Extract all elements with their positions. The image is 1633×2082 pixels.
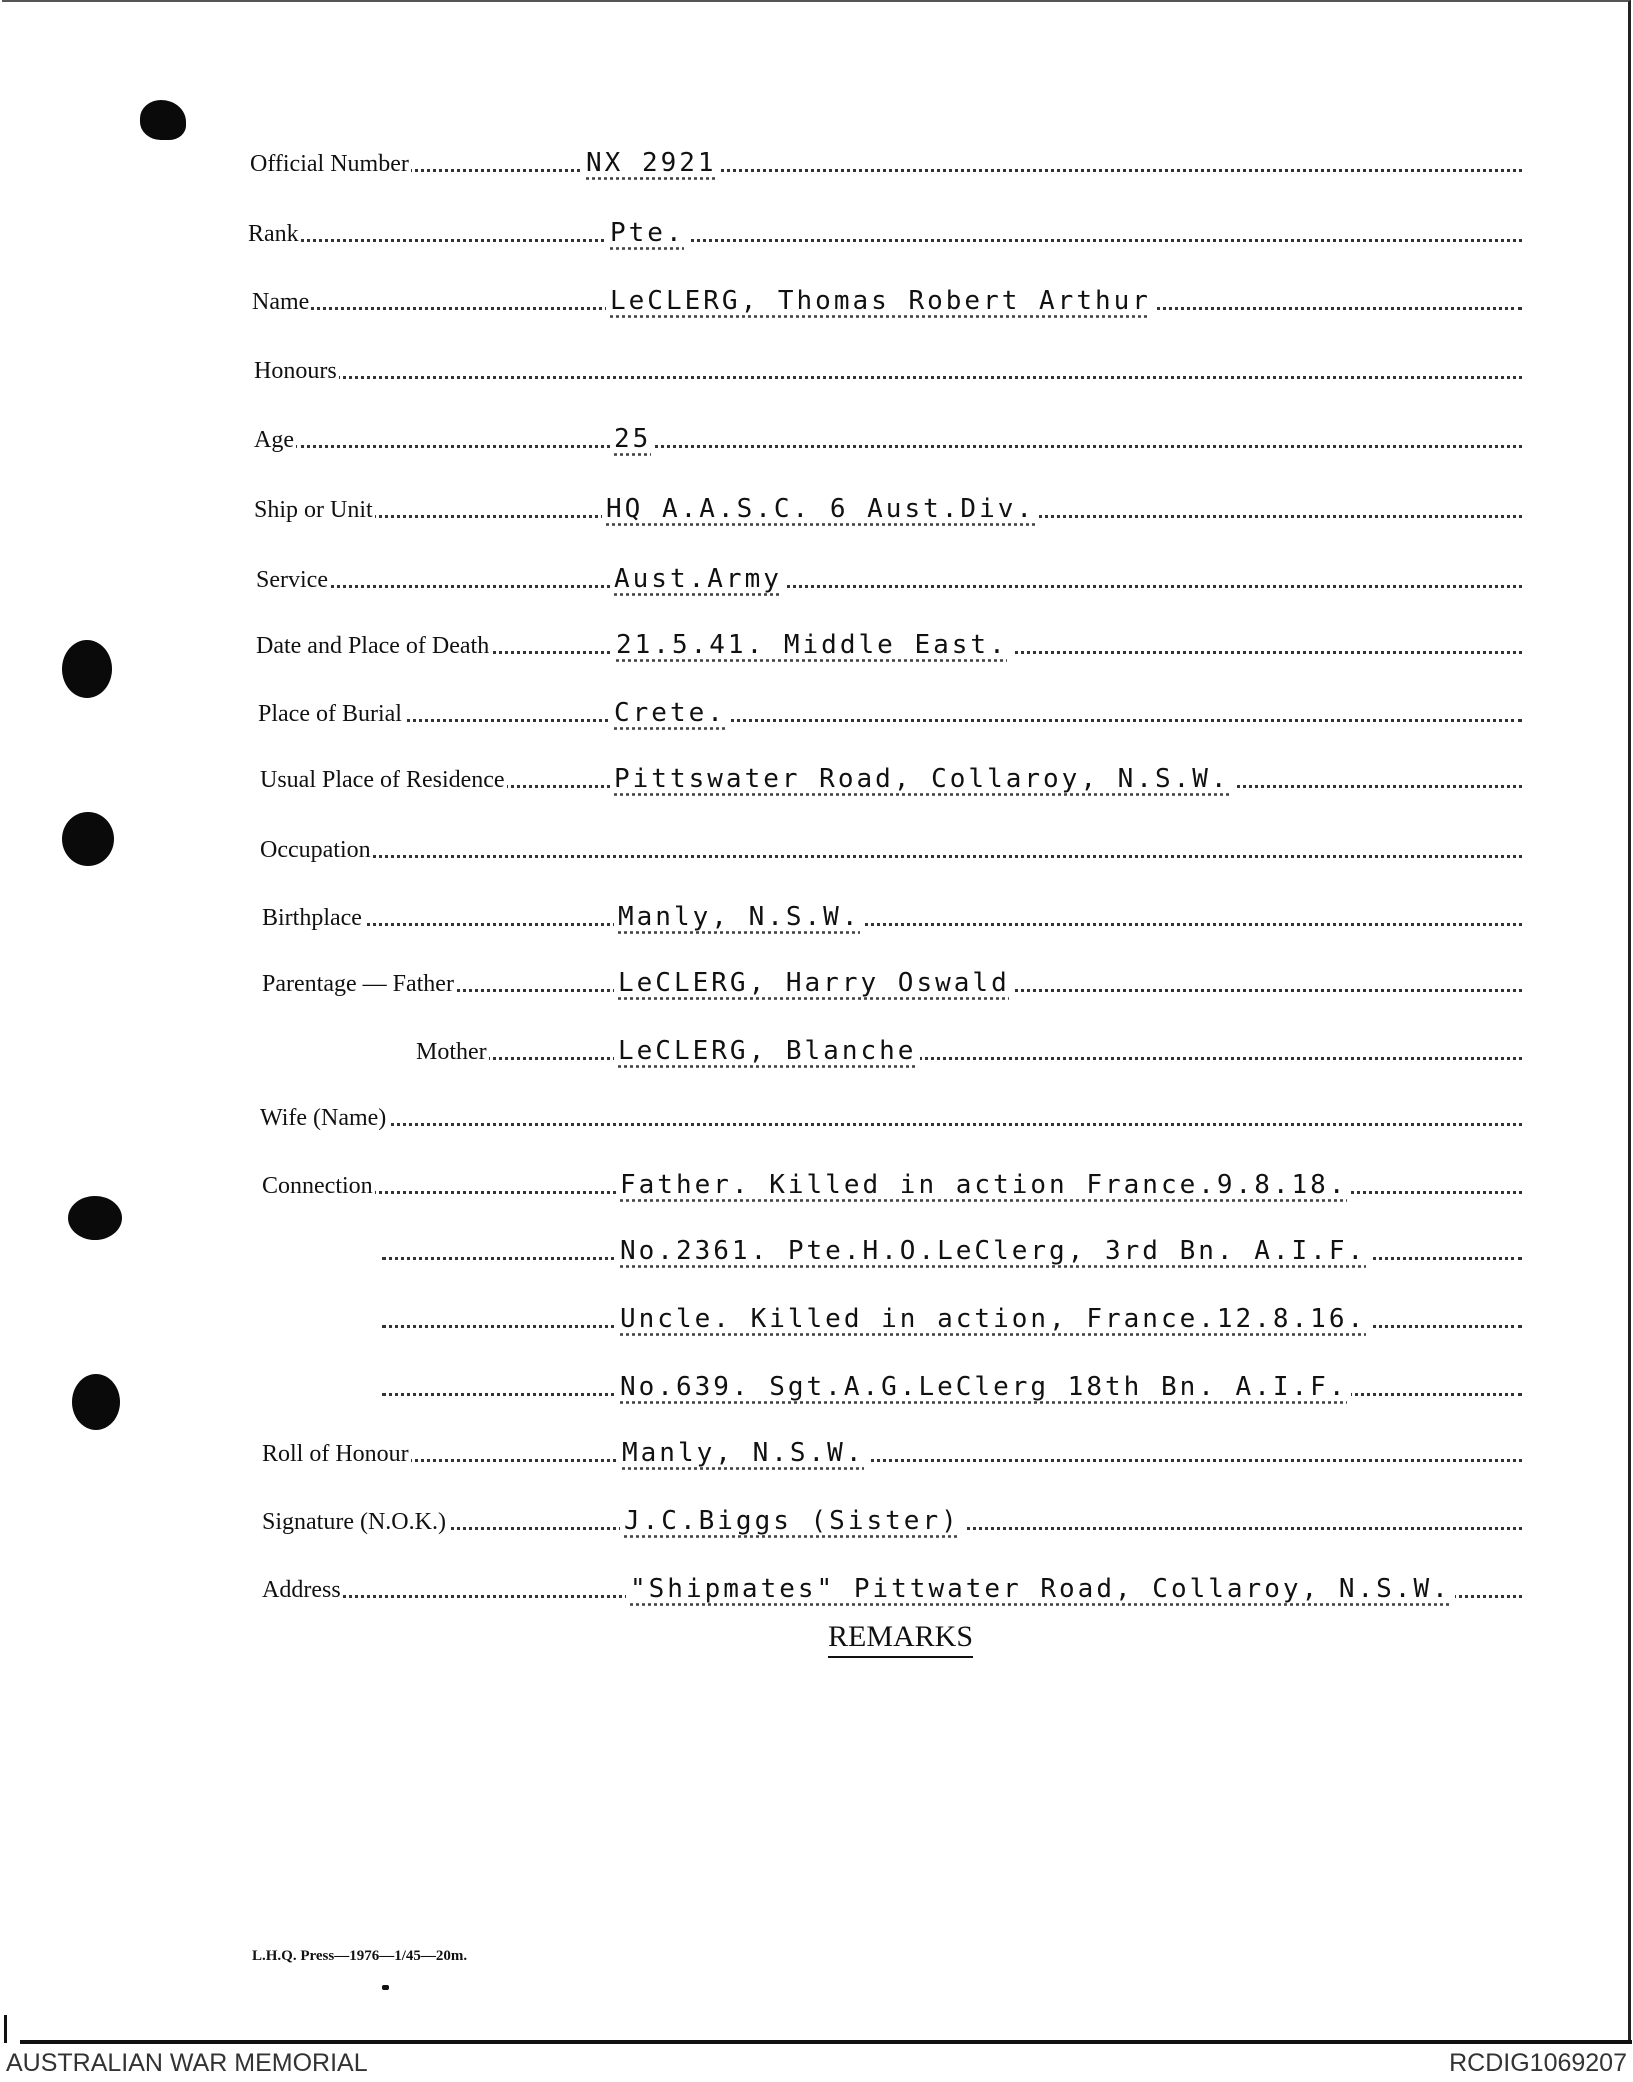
field-label: Roll of Honour xyxy=(262,1441,409,1467)
field-row xyxy=(0,756,1633,796)
field-row xyxy=(0,140,1633,180)
field-label: Age xyxy=(254,427,294,453)
field-value: Manly, N.S.W. xyxy=(618,1440,869,1466)
field-value: Father. Killed in action France.9.8.18. xyxy=(616,1172,1351,1198)
field-row xyxy=(0,416,1633,456)
field-row xyxy=(0,1094,1633,1134)
field-label: Parentage — Father xyxy=(262,971,454,997)
field-row xyxy=(0,347,1633,387)
field-label: Name xyxy=(252,289,310,315)
field-row xyxy=(0,826,1633,866)
field-row xyxy=(0,556,1633,596)
field-row xyxy=(0,622,1633,662)
field-label: Occupation xyxy=(260,837,371,863)
dotted-line xyxy=(302,1459,1522,1462)
footer-institution: AUSTRALIAN WAR MEMORIAL xyxy=(6,2049,368,2077)
field-value: HQ A.A.S.C. 6 Aust.Div. xyxy=(602,496,1039,522)
punch-hole-top xyxy=(140,100,186,140)
field-label: Place of Burial xyxy=(258,701,402,727)
field-value: LeCLERG, Blanche xyxy=(614,1038,920,1064)
field-value: No.639. Sgt.A.G.LeClerg 18th Bn. A.I.F. xyxy=(616,1374,1351,1400)
bottom-rule xyxy=(20,2040,1632,2044)
field-row xyxy=(0,1162,1633,1202)
dotted-line xyxy=(296,585,1522,588)
field-label: Rank xyxy=(248,221,299,247)
field-row xyxy=(0,486,1633,526)
field-label: Usual Place of Residence xyxy=(260,767,505,793)
field-value: LeCLERG, Thomas Robert Arthur xyxy=(606,288,1155,314)
field-row xyxy=(0,1364,1633,1404)
field-label: Official Number xyxy=(250,151,409,177)
field-row xyxy=(0,1498,1633,1538)
field-label: Address xyxy=(262,1577,341,1603)
dotted-line xyxy=(302,923,1522,926)
field-value: "Shipmates" Pittwater Road, Collaroy, N.S.W. xyxy=(626,1576,1455,1602)
field-value: Uncle. Killed in action, France.12.8.16. xyxy=(616,1306,1370,1332)
field-value: Pittswater Road, Collaroy, N.S.W. xyxy=(610,766,1234,792)
field-value: 25 xyxy=(610,426,655,452)
field-label: Date and Place of Death xyxy=(256,633,490,659)
field-label: Wife (Name) xyxy=(260,1105,387,1131)
field-row xyxy=(0,210,1633,250)
dotted-line xyxy=(300,855,1522,858)
field-row xyxy=(0,690,1633,730)
field-value: NX 2921 xyxy=(582,150,721,176)
field-value: Aust.Army xyxy=(610,566,786,592)
field-row xyxy=(0,1028,1633,1068)
field-label: Birthplace xyxy=(262,905,362,931)
press-mark xyxy=(382,1985,389,1990)
field-row xyxy=(0,1430,1633,1470)
dotted-line xyxy=(288,239,1522,242)
field-row xyxy=(0,960,1633,1000)
field-label: Mother xyxy=(416,1039,487,1065)
field-row xyxy=(0,1228,1633,1268)
field-label: Service xyxy=(256,567,328,593)
remarks-heading: REMARKS xyxy=(828,1620,973,1658)
dotted-line xyxy=(300,1123,1522,1126)
footer-identifier: RCDIG1069207 xyxy=(1449,2049,1627,2077)
field-label: Connection xyxy=(262,1173,373,1199)
field-row xyxy=(0,278,1633,318)
field-value: No.2361. Pte.H.O.LeClerg, 3rd Bn. A.I.F. xyxy=(616,1238,1370,1264)
field-value: Pte. xyxy=(606,220,689,246)
field-row xyxy=(0,894,1633,934)
dotted-line xyxy=(290,169,1522,172)
field-label: Honours xyxy=(254,358,337,384)
dotted-line xyxy=(298,719,1522,722)
margin-mark xyxy=(4,2015,7,2043)
field-value: Crete. xyxy=(610,700,730,726)
field-value: 21.5.41. Middle East. xyxy=(612,632,1012,658)
field-value: LeCLERG, Harry Oswald xyxy=(614,970,1014,996)
dotted-line xyxy=(294,445,1522,448)
press-line: L.H.Q. Press—1976—1/45—20m. xyxy=(252,1948,468,1964)
field-value: J.C.Biggs (Sister) xyxy=(620,1508,964,1534)
field-label: Ship or Unit xyxy=(254,497,373,523)
field-value: Manly, N.S.W. xyxy=(614,904,865,930)
field-label: Signature (N.O.K.) xyxy=(262,1509,446,1535)
dotted-line xyxy=(294,376,1522,379)
field-row xyxy=(0,1296,1633,1336)
field-row xyxy=(0,1566,1633,1606)
